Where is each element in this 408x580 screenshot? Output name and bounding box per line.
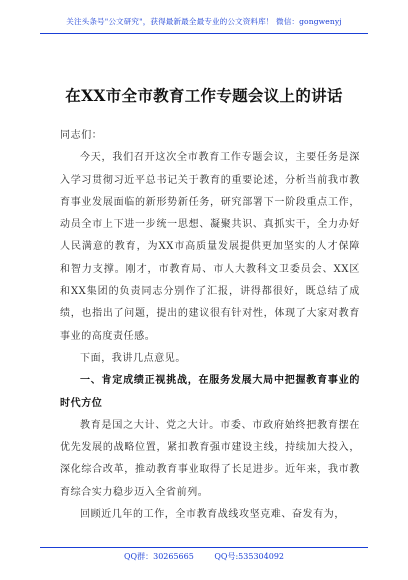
body-paragraph: 教育是国之大计、党之大计。市委、市政府始终把教育摆在优先发展的战略位置，紧扣教育强市建设主线，持续加大投入，深化综合改革，推动教育事业取得了长足进步。近年来，我市教育综合实力稳步迈入全省前列。 [60,419,360,498]
footer [40,551,368,562]
document-body [60,125,360,526]
document-title: 在XX市全市教育工作专题会议上的讲话 [65,86,343,105]
footer-qq-number: QQ号:535304092 [214,552,284,561]
header-banner: 关注头条号"公文研究"，获得最新最全最专业的公文资料库！ 微信：gongwenyj [66,17,342,26]
body-paragraph: 下面，我讲几点意见。 [80,352,186,364]
footer-qq-group: QQ群：30265665 [123,552,194,561]
body-paragraph: 回顾近几年的工作，全市教育战线攻坚克难、奋发有为， [80,509,345,521]
footer-divider [40,547,368,548]
body-paragraph: 今天，我们召开这次全市教育工作专题会议，主要任务是深入学习贯彻习近平总书记关于教育的重要论述，分析当前我市教育事业发展面临的新形势新任务，研究部署下一阶段重点工作，动员全市上下进一步统一思想、凝聚共识、真抓实干，全力办好人民满意的教育，为XX市高质量发展提供更加坚实的人才保障和智力支撑。刚才，市教育局、市人大教科文卫委员会、XX区和XX集团的负责同志分别作了汇报，讲得都很好，既总结了成绩，也指出了问题，提出的建议很有针对性，体现了大家对教育事业的高度责任感。 [60,152,360,342]
section-heading: 一、肯定成绩正视挑战，在服务发展大局中把握教育事业的时代方位 [60,375,360,409]
salutation: 同志们： [60,130,103,141]
header-divider [40,33,368,34]
